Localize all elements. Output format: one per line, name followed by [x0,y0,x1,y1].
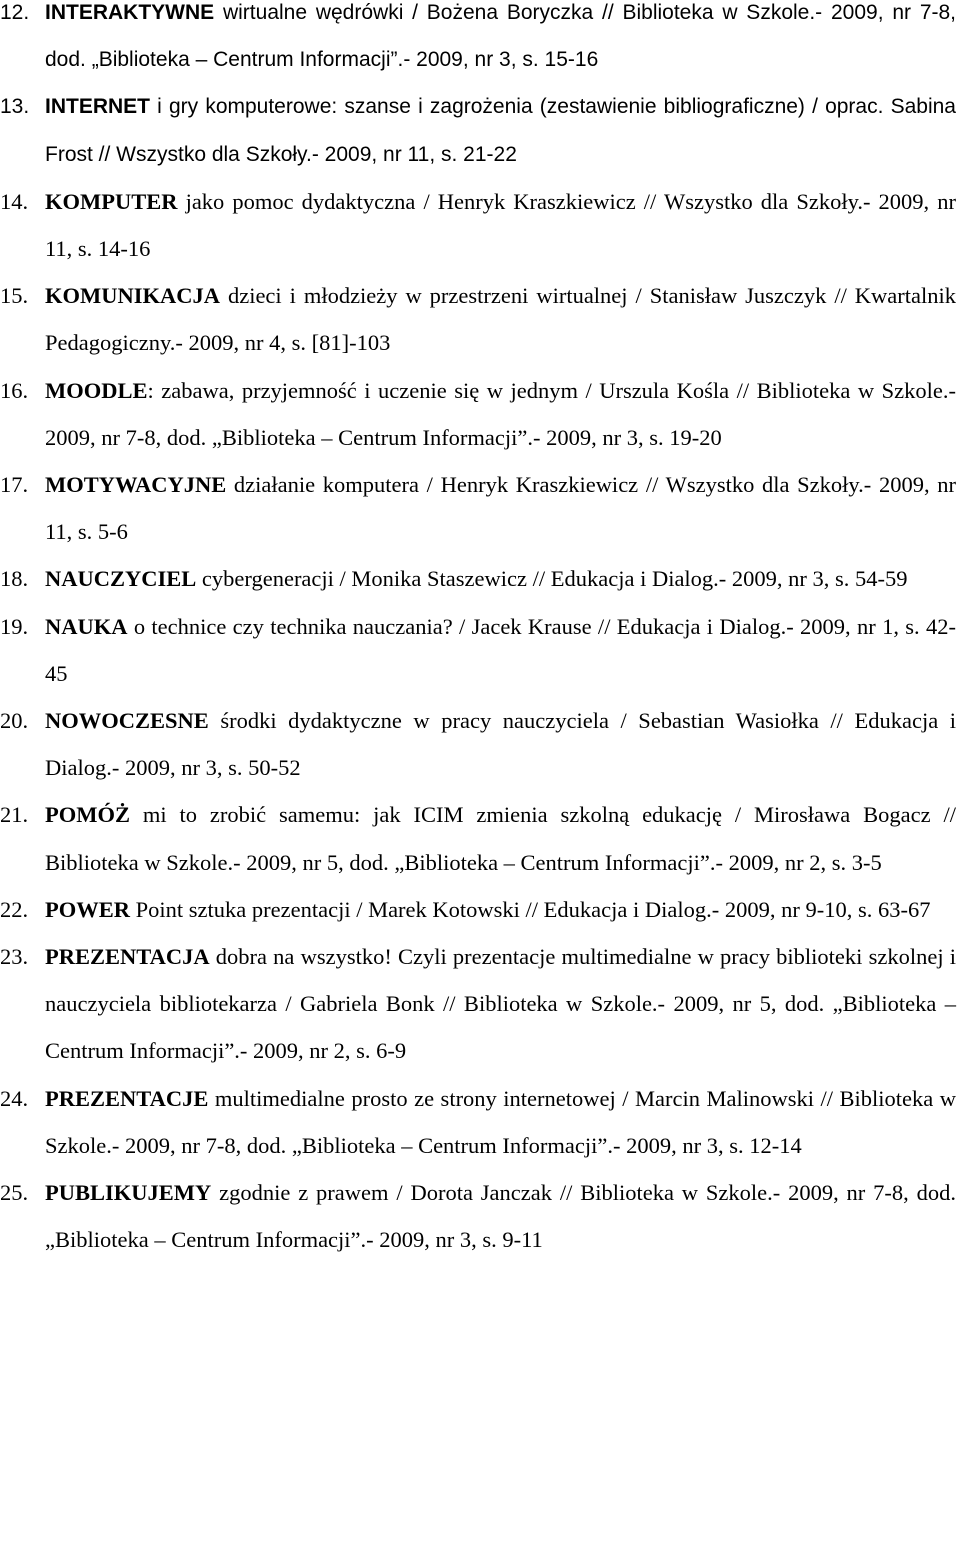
entry-number: 13. [0,95,30,119]
bibliography-entry [0,791,956,885]
entry-keyword: KOMPUTER [45,188,178,214]
entry-text: : zabawa, przyjemność i uczenie się w jednym / Urszula Kośla // Biblioteka w Szkole.- 2009, nr 7-8, dod. „Biblioteka – Centrum Informacji”.- 2009, nr 3, s. 19-20 [45,377,956,450]
entry-number: 12. [0,1,30,24]
bibliography-entry [0,603,956,697]
entry-text: o technice czy technika nauczania? / Jacek Krause // Edukacja i Dialog.- 2009, nr 1, s. 42-45 [45,613,956,686]
entry-text: środki dydaktyczne w pracy nauczyciela / Sebastian Wasiołka // Edukacja i Dialog.- 2009, nr 3, s. 50-52 [45,708,956,781]
entry-number: 23. [0,944,29,970]
bibliography-entry [0,933,956,1075]
bibliography-entry [0,555,956,602]
entry-keyword: MOODLE [45,377,148,403]
entry-text: wirtualne wędrówki / Bożena Boryczka // Biblioteka w Szkole.- 2009, nr 7-8, dod. „Biblioteka – Centrum Informacji”.- 2009, nr 3, s. 15-16 [45,1,956,72]
bibliography-entry [0,697,956,791]
entry-keyword: NAUKA [45,613,128,639]
entry-keyword: MOTYWACYJNE [45,472,227,498]
entry-text: jako pomoc dydaktyczna / Henryk Kraszkiewicz // Wszystko dla Szkoły.- 2009, nr 11, s. 14-16 [45,188,956,262]
entry-text: działanie komputera / Henryk Kraszkiewicz // Wszystko dla Szkoły.- 2009, nr 11, s. 5-6 [45,472,956,545]
entry-keyword: PREZENTACJE [45,1085,209,1111]
entry-number: 14. [0,188,29,214]
entry-keyword: KOMUNIKACJA [45,283,220,309]
entry-number: 24. [0,1085,29,1111]
entry-text: Point sztuka prezentacji / Marek Kotowski // Edukacja i Dialog.- 2009, nr 9-10, s. 63-67 [130,896,931,922]
entry-keyword: NAUCZYCIEL [45,566,197,592]
entry-text: i gry komputerowe: szanse i zagrożenia (zestawienie bibliograficzne) / oprac. Sabina Frost // Wszystko dla Szkoły.- 2009, nr 11, s. 21-22 [45,95,956,166]
entry-text: mi to zrobić samemu: jak ICIM zmienia szkolną edukację / Mirosława Bogacz // Biblioteka w Szkole.- 2009, nr 5, dod. „Biblioteka – Centrum Informacji”.- 2009, nr 2, s. 3-5 [45,802,956,875]
entry-keyword: POWER [45,896,131,922]
bibliography-entry [0,83,956,177]
entry-keyword: PREZENTACJA [45,944,210,970]
entry-number: 25. [0,1180,29,1206]
entry-number: 19. [0,613,29,639]
entry-number: 16. [0,377,29,403]
entry-number: 17. [0,472,29,498]
entry-text: multimedialne prosto ze strony internetowej / Marcin Malinowski // Biblioteka w Szkole.- 2009, nr 7-8, dod. „Biblioteka – Centrum Informacji”.- 2009, nr 3, s. 12-14 [45,1085,956,1158]
bibliography-entry [0,886,956,933]
entry-number: 18. [0,566,29,592]
entry-text: cybergeneracji / Monika Staszewicz // Edukacja i Dialog.- 2009, nr 3, s. 54-59 [196,566,908,592]
bibliography-entry [0,1075,956,1169]
bibliography-entry [0,272,956,366]
entry-keyword: INTERAKTYWNE [45,1,215,24]
entry-number: 22. [0,896,29,922]
entry-number: 21. [0,802,29,828]
bibliography-entry [0,178,956,272]
bibliography-entry [0,1169,956,1263]
entry-keyword: POMÓŻ [45,802,130,828]
bibliography-entry [0,367,956,461]
bibliography-entry [0,0,956,83]
entry-text: zgodnie z prawem / Dorota Janczak // Biblioteka w Szkole.- 2009, nr 7-8, dod. „Biblioteka – Centrum Informacji”.- 2009, nr 3, s. 9-11 [45,1180,956,1253]
entry-number: 15. [0,283,29,309]
entry-number: 20. [0,708,29,734]
entry-keyword: PUBLIKUJEMY [45,1180,212,1206]
entry-text: dobra na wszystko! Czyli prezentacje multimedialne w pracy biblioteki szkolnej i nauczyciela bibliotekarza / Gabriela Bonk // Biblioteka w Szkole.- 2009, nr 5, dod. „Biblioteka – Centrum Informacji”.- 2009, nr 2, s. 6-9 [45,944,956,1064]
entry-keyword: INTERNET [45,95,150,119]
entry-keyword: NOWOCZESNE [45,708,209,734]
bibliography-entry [0,461,956,555]
entry-text: dzieci i młodzieży w przestrzeni wirtualnej / Stanisław Juszczyk // Kwartalnik Pedagogiczny.- 2009, nr 4, s. [81]-103 [45,283,956,356]
